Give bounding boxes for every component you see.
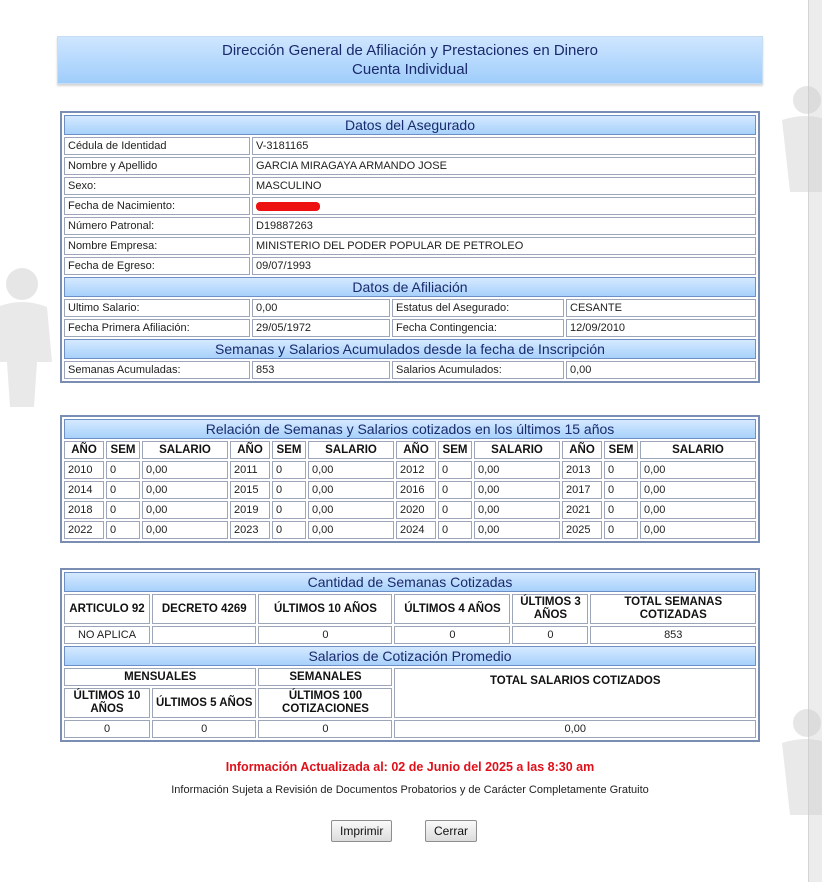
label-fecha-egreso: Fecha de Egreso: (64, 257, 250, 275)
value-fecha-egreso: 09/07/1993 (252, 257, 756, 275)
cell-salario: 0,00 (474, 481, 560, 499)
label-fecha-contingencia: Fecha Contingencia: (392, 319, 564, 337)
value-cedula: V-3181165 (252, 137, 756, 155)
value-decreto-4269 (152, 626, 256, 644)
value-numero-patronal: D19887263 (252, 217, 756, 235)
cell-salario: 0,00 (142, 501, 228, 519)
cell-sem: 0 (272, 461, 306, 479)
value-ultimos-5-anos: 0 (152, 720, 256, 738)
value-total-semanas: 853 (590, 626, 756, 644)
value-sexo: MASCULINO (252, 177, 756, 195)
col-header-decreto-4269: DECRETO 4269 (152, 594, 256, 624)
cell-year: 2012 (396, 461, 436, 479)
cell-year: 2016 (396, 481, 436, 499)
disclaimer-note: Información Sujeta a Revisión de Documentos Probatorios y de Carácter Completamente Gratuito (171, 784, 649, 796)
col-header-sem: SEM (106, 441, 140, 459)
section-datos-afiliacion: Datos de Afiliación (64, 277, 756, 297)
cell-year: 2011 (230, 461, 270, 479)
cell-year: 2015 (230, 481, 270, 499)
value-ultimo-salario: 0,00 (252, 299, 390, 317)
print-button[interactable]: Imprimir (331, 820, 392, 842)
cell-sem: 0 (438, 481, 472, 499)
col-header-articulo-92: ARTICULO 92 (64, 594, 150, 624)
update-notice: Información Actualizada al: 02 de Junio del 2025 a las 8:30 am (225, 760, 595, 774)
cotizadas-table (60, 568, 760, 742)
col-header-total-semanas: TOTAL SEMANAS COTIZADAS (590, 594, 756, 624)
relacion-table (60, 415, 760, 543)
redaction-mark (256, 202, 320, 211)
section-semanas-cotizadas: Cantidad de Semanas Cotizadas (64, 572, 756, 592)
col-header-year: AÑO (396, 441, 436, 459)
col-header-year: AÑO (230, 441, 270, 459)
asegurado-table (60, 111, 760, 383)
close-button[interactable]: Cerrar (425, 820, 477, 842)
cell-sem: 0 (604, 501, 638, 519)
label-estatus: Estatus del Asegurado: (392, 299, 564, 317)
col-header-ultimos-3: ÚLTIMOS 3 AÑOS (512, 594, 588, 624)
table-row (64, 521, 756, 539)
cell-salario: 0,00 (474, 461, 560, 479)
section-datos-asegurado: Datos del Asegurado (64, 115, 756, 135)
cell-year: 2023 (230, 521, 270, 539)
value-total-salarios: 0,00 (394, 720, 756, 738)
label-numero-patronal: Número Patronal: (64, 217, 250, 235)
cell-salario: 0,00 (308, 461, 394, 479)
label-nombre: Nombre y Apellido (64, 157, 250, 175)
cell-sem: 0 (106, 461, 140, 479)
cell-year: 2018 (64, 501, 104, 519)
col-header-mensuales: MENSUALES (64, 668, 256, 686)
label-sexo: Sexo: (64, 177, 250, 195)
cell-sem: 0 (106, 481, 140, 499)
cell-sem: 0 (272, 521, 306, 539)
cell-salario: 0,00 (474, 501, 560, 519)
cell-sem: 0 (438, 461, 472, 479)
table-row (64, 461, 756, 479)
col-header-ultimos-5-anos: ÚLTIMOS 5 AÑOS (152, 688, 256, 718)
cell-salario: 0,00 (308, 521, 394, 539)
value-fecha-contingencia: 12/09/2010 (566, 319, 756, 337)
cell-year: 2020 (396, 501, 436, 519)
cell-sem: 0 (438, 501, 472, 519)
cell-year: 2017 (562, 481, 602, 499)
cell-year: 2010 (64, 461, 104, 479)
value-nombre: GARCIA MIRAGAYA ARMANDO JOSE (252, 157, 756, 175)
col-header-year: AÑO (64, 441, 104, 459)
cell-salario: 0,00 (142, 521, 228, 539)
col-header-sem: SEM (272, 441, 306, 459)
value-ultimos-3: 0 (512, 626, 588, 644)
cell-year: 2021 (562, 501, 602, 519)
col-header-year: AÑO (562, 441, 602, 459)
header-subtitle: Cuenta Individual (352, 61, 468, 78)
col-header-total-salarios: TOTAL SALARIOS COTIZADOS (394, 668, 756, 718)
cell-sem: 0 (604, 461, 638, 479)
section-relacion: Relación de Semanas y Salarios cotizados en los últimos 15 años (64, 419, 756, 439)
label-semanas-acumuladas: Semanas Acumuladas: (64, 361, 250, 379)
cell-sem: 0 (272, 501, 306, 519)
label-salarios-acumulados: Salarios Acumulados: (392, 361, 564, 379)
section-salarios-promedio: Salarios de Cotización Promedio (64, 646, 756, 666)
cell-sem: 0 (438, 521, 472, 539)
cell-year: 2022 (64, 521, 104, 539)
header-title: Dirección General de Afiliación y Prestaciones en Dinero (221, 42, 599, 59)
cell-year: 2014 (64, 481, 104, 499)
watermark-logo-icon (772, 82, 822, 192)
value-semanas-acumuladas: 853 (252, 361, 390, 379)
label-cedula: Cédula de Identidad (64, 137, 250, 155)
cell-year: 2019 (230, 501, 270, 519)
cell-salario: 0,00 (640, 521, 756, 539)
col-header-ultimos-4: ÚLTIMOS 4 AÑOS (394, 594, 510, 624)
col-header-salario: SALARIO (142, 441, 228, 459)
value-ultimos-4: 0 (394, 626, 510, 644)
cell-year: 2025 (562, 521, 602, 539)
table-row (64, 501, 756, 519)
value-nombre-empresa: MINISTERIO DEL PODER POPULAR DE PETROLEO (252, 237, 756, 255)
label-fecha-nacimiento: Fecha de Nacimiento: (64, 197, 250, 215)
value-estatus: CESANTE (566, 299, 756, 317)
col-header-sem: SEM (438, 441, 472, 459)
value-primera-afiliacion: 29/05/1972 (252, 319, 390, 337)
watermark-logo-icon (772, 705, 822, 815)
value-fecha-nacimiento (252, 197, 756, 215)
cell-salario: 0,00 (308, 501, 394, 519)
cell-sem: 0 (604, 481, 638, 499)
section-acumulados: Semanas y Salarios Acumulados desde la fecha de Inscripción (64, 339, 756, 359)
cell-salario: 0,00 (474, 521, 560, 539)
label-nombre-empresa: Nombre Empresa: (64, 237, 250, 255)
col-header-semanales: SEMANALES (258, 668, 392, 686)
value-ultimos-100: 0 (258, 720, 392, 738)
value-ultimos-10: 0 (258, 626, 392, 644)
cell-sem: 0 (106, 501, 140, 519)
col-header-ultimos-10-anos: ÚLTIMOS 10 AÑOS (64, 688, 150, 718)
cell-year: 2013 (562, 461, 602, 479)
value-articulo-92: NO APLICA (64, 626, 150, 644)
value-salarios-acumulados: 0,00 (566, 361, 756, 379)
cell-sem: 0 (272, 481, 306, 499)
cell-sem: 0 (604, 521, 638, 539)
col-header-ultimos-100: ÚLTIMOS 100 COTIZACIONES (258, 688, 392, 718)
col-header-sem: SEM (604, 441, 638, 459)
cell-salario: 0,00 (640, 461, 756, 479)
table-row (64, 481, 756, 499)
cell-salario: 0,00 (640, 481, 756, 499)
cell-sem: 0 (106, 521, 140, 539)
col-header-salario: SALARIO (308, 441, 394, 459)
page-header (57, 36, 763, 84)
cell-year: 2024 (396, 521, 436, 539)
col-header-salario: SALARIO (640, 441, 756, 459)
col-header-salario: SALARIO (474, 441, 560, 459)
cell-salario: 0,00 (142, 461, 228, 479)
cell-salario: 0,00 (308, 481, 394, 499)
label-primera-afiliacion: Fecha Primera Afiliación: (64, 319, 250, 337)
cell-salario: 0,00 (640, 501, 756, 519)
col-header-ultimos-10: ÚLTIMOS 10 AÑOS (258, 594, 392, 624)
value-ultimos-10-anos: 0 (64, 720, 150, 738)
cell-salario: 0,00 (142, 481, 228, 499)
watermark-logo-icon (0, 262, 62, 412)
label-ultimo-salario: Ultimo Salario: (64, 299, 250, 317)
